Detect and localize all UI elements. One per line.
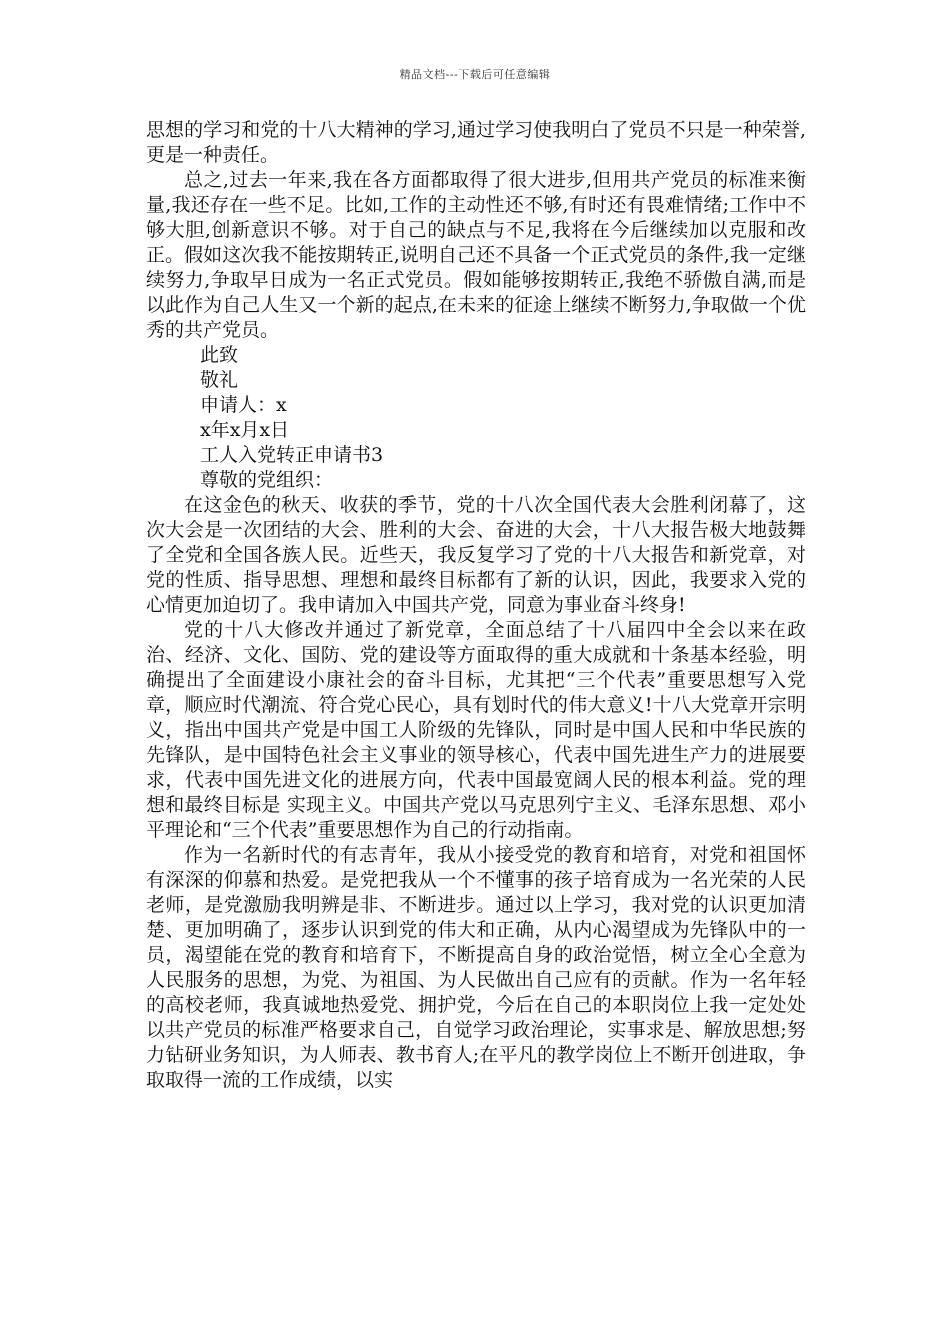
date-line: x年x月x日 <box>200 419 290 441</box>
closing-line-1: 此致 <box>200 344 239 366</box>
applicant-line: 申请人：x <box>200 394 287 416</box>
section-title: 工人入党转正申请书3 <box>200 444 384 466</box>
paragraph-3: 在这金色的秋天、收获的季节，党的十八次全国代表大会胜利闭幕了，这次大会是一次团结的大会、胜利的大会、奋进的大会，十八大报告极大地鼓舞了全党和全国各族人民。近些天，我反复学习了党的十八大报告和新党章，对党的性质、指导思想、理想和最终目标都有了新的认识，因此，我要求入党的心情更加迫切了。我申请加入中国共产党，同意为事业奋斗终身! <box>146 494 806 616</box>
paragraph-4: 党的十八大修改并通过了新党章，全面总结了十八届四中全会以来在政治、经济、文化、国防、党的建设等方面取得的重大成就和十条基本经验，明确提出了全面建设小康社会的奋斗目标，尤其把“三个代表”重要思想写入党章，顺应时代潮流、符合党心民心，具有划时代的伟大意义!十八大党章开宗明义，指出中国共产党是中国工人阶级的先锋队，同时是中国人民和中华民族的先锋队，是中国特色社会主义事业的领导核心，代表中国先进生产力的进展要求，代表中国先进文化的进展方向，代表中国最宽阔人民的根本利益。党的理想和最终目标是 实现主义。中国共产党以马克思列宁主义、毛泽东思想、邓小平理论和“三个代表”重要思想作为自己的行动指南。 <box>146 619 806 841</box>
paragraph-1: 思想的学习和党的十八大精神的学习,通过学习使我明白了党员不只是一种荣誉,更是一种责任。 <box>146 119 806 166</box>
document-body <box>146 118 806 1093</box>
salutation: 尊敬的党组织： <box>200 469 334 491</box>
closing-line-2: 敬礼 <box>200 369 239 391</box>
paragraph-2: 总之,过去一年来,我在各方面都取得了很大进步,但用共产党员的标准来衡量,我还存在一些不足。比如,工作的主动性还不够,有时还有畏难情绪;工作中不够大胆,创新意识不够。对于自己的缺点与不足,我将在今后继续加以克服和改正。假如这次我不能按期转正,说明自己还不具备一个正式党员的条件,我一定继续努力,争取早日成为一名正式党员。假如能够按期转正,我绝不骄傲自满,而是以此作为自己人生又一个新的起点,在未来的征途上继续不断努力,争取做一个优秀的共产党员。 <box>146 169 806 341</box>
page-header: 精品文档---下载后可任意编辑 <box>399 68 551 81</box>
paragraph-5: 作为一名新时代的有志青年，我从小接受党的教育和培育，对党和祖国怀有深深的仰慕和热爱。是党把我从一个不懂事的孩子培育成为一名光荣的人民老师，是党激励我明辨是非、不断进步。通过以上学习，我对党的认识更加清楚、更加明确了，逐步认识到党的伟大和正确，从内心渴望成为先锋队中的一员，渴望能在党的教育和培育下，不断提高自身的政治觉悟，树立全心全意为人民服务的思想，为党、为祖国、为人民做出自己应有的贡献。作为一名年轻的高校老师，我真诚地热爱党、拥护党，今后在自己的本职岗位上我一定处处以共产党员的标准严格要求自己，自觉学习政治理论，实事求是、解放思想;努力钻研业务知识，为人师表、教书育人;在平凡的教学岗位上不断开创进取，争取取得一流的工作成绩，以实 <box>146 844 806 1091</box>
